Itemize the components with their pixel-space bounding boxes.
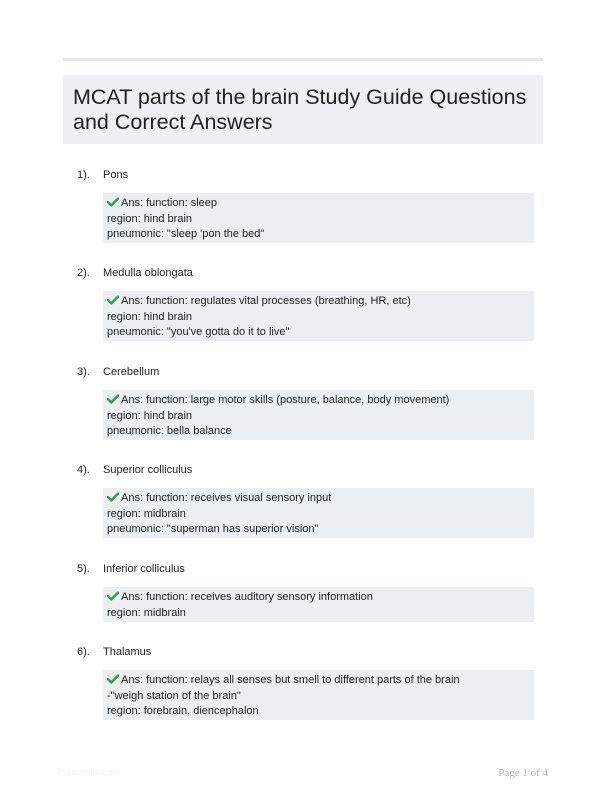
check-icon [107,197,119,207]
answer-line: region: hind brain [107,409,193,422]
answer-line: Ans: function: large motor skills (posture, balance, body movement) [107,393,530,409]
answer-line: Ans: function: regulates vital processes (breathing, HR, etc) [107,294,530,310]
check-icon [107,394,119,404]
check-icon [107,674,119,684]
answer-box [103,390,534,440]
answer-line: Ans: function: relays all senses but smell to different parts of the brain [107,673,530,689]
question-number: 6). [77,646,90,658]
answer-line: Ans: function: sleep [107,196,530,212]
page-indicator: Page 1 of 4 [498,767,548,779]
answer-line: pneumonic: bella balance [107,425,232,437]
question-text: Thalamus [103,646,152,658]
footer-watermark: Paperfolio.com [57,767,121,778]
top-divider [63,58,543,61]
check-icon [107,492,119,502]
check-icon [107,591,119,601]
answer-line: region: hind brain [107,212,193,225]
question-text: Medulla oblongata [103,267,193,279]
answer-line: region: midbrain [107,606,186,619]
page-title: MCAT parts of the brain Study Guide Questions and Correct Answers [73,85,527,134]
question-text: Superior colliculus [103,464,193,476]
answer-line: Ans: function: receives auditory sensory information [107,590,530,606]
answer-box [103,193,534,243]
question-text: Inferior colliculus [103,563,185,575]
answer-line: region: forebrain, diencephalon [107,705,259,717]
answer-line: region: midbrain [107,507,186,520]
question-text: Pons [103,169,129,181]
answer-line: -"weigh station of the brain" [107,689,241,702]
question-number: 2). [77,267,90,279]
question-number: 3). [77,366,90,378]
answer-box [103,670,534,720]
question-number: 1). [77,169,90,181]
question-text: Cerebellum [103,366,160,378]
answer-box [103,587,534,622]
answer-line: pneumonic: "you've gotta do it to live" [107,326,290,338]
title-banner [63,75,543,144]
answer-line: Ans: function: receives visual sensory input [107,491,530,507]
answer-line: pneumonic: "superman has superior vision" [107,523,319,535]
answer-box [103,488,534,538]
answer-line: pneumonic: "sleep 'pon the bed" [107,228,265,240]
question-number: 4). [77,464,90,476]
question-number: 5). [77,563,90,575]
answer-box [103,291,534,341]
check-icon [107,295,119,305]
answer-line: region: hind brain [107,310,193,323]
